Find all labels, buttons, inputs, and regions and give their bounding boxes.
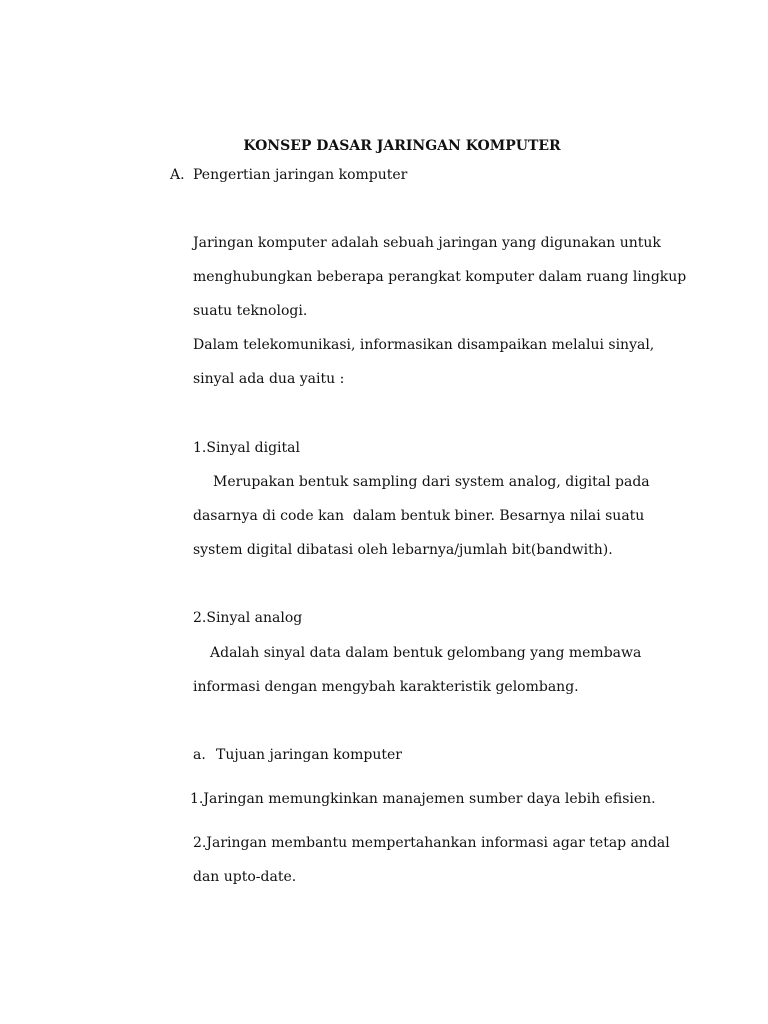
- paragraph-line: Merupakan bentuk sampling dari system analog, digital pada: [213, 474, 650, 490]
- document-title: KONSEP DASAR JARINGAN KOMPUTER: [243, 138, 561, 154]
- paragraph-line: sinyal ada dua yaitu :: [193, 371, 345, 387]
- section-heading: Pengertian jaringan komputer: [193, 167, 408, 183]
- goal-item: 1.Jaringan memungkinkan manajemen sumber daya lebih efisien.: [190, 791, 656, 807]
- section-marker: A.: [170, 167, 185, 183]
- paragraph-line: menghubungkan beberapa perangkat komputer dalam ruang lingkup: [193, 269, 687, 285]
- goal-item-continued: dan upto-date.: [193, 869, 297, 885]
- subsection-marker: a.: [193, 747, 206, 763]
- paragraph-line: suatu teknologi.: [193, 303, 308, 319]
- subsection-heading: Tujuan jaringan komputer: [216, 747, 402, 763]
- analog-heading: 2.Sinyal analog: [193, 610, 303, 626]
- goal-item: 2.Jaringan membantu mempertahankan informasi agar tetap andal: [193, 835, 670, 851]
- paragraph-line: Adalah sinyal data dalam bentuk gelombang yang membawa: [210, 645, 642, 661]
- paragraph-line: dasarnya di code kan dalam bentuk biner. Besarnya nilai suatu: [193, 508, 645, 524]
- paragraph-line: Dalam telekomunikasi, informasikan disampaikan melalui sinyal,: [193, 337, 655, 353]
- digital-heading: 1.Sinyal digital: [193, 440, 300, 456]
- paragraph-line: system digital dibatasi oleh lebarnya/jumlah bit(bandwith).: [193, 542, 613, 558]
- paragraph-line: informasi dengan mengybah karakteristik gelombang.: [193, 679, 579, 695]
- paragraph-line: Jaringan komputer adalah sebuah jaringan yang digunakan untuk: [193, 235, 661, 251]
